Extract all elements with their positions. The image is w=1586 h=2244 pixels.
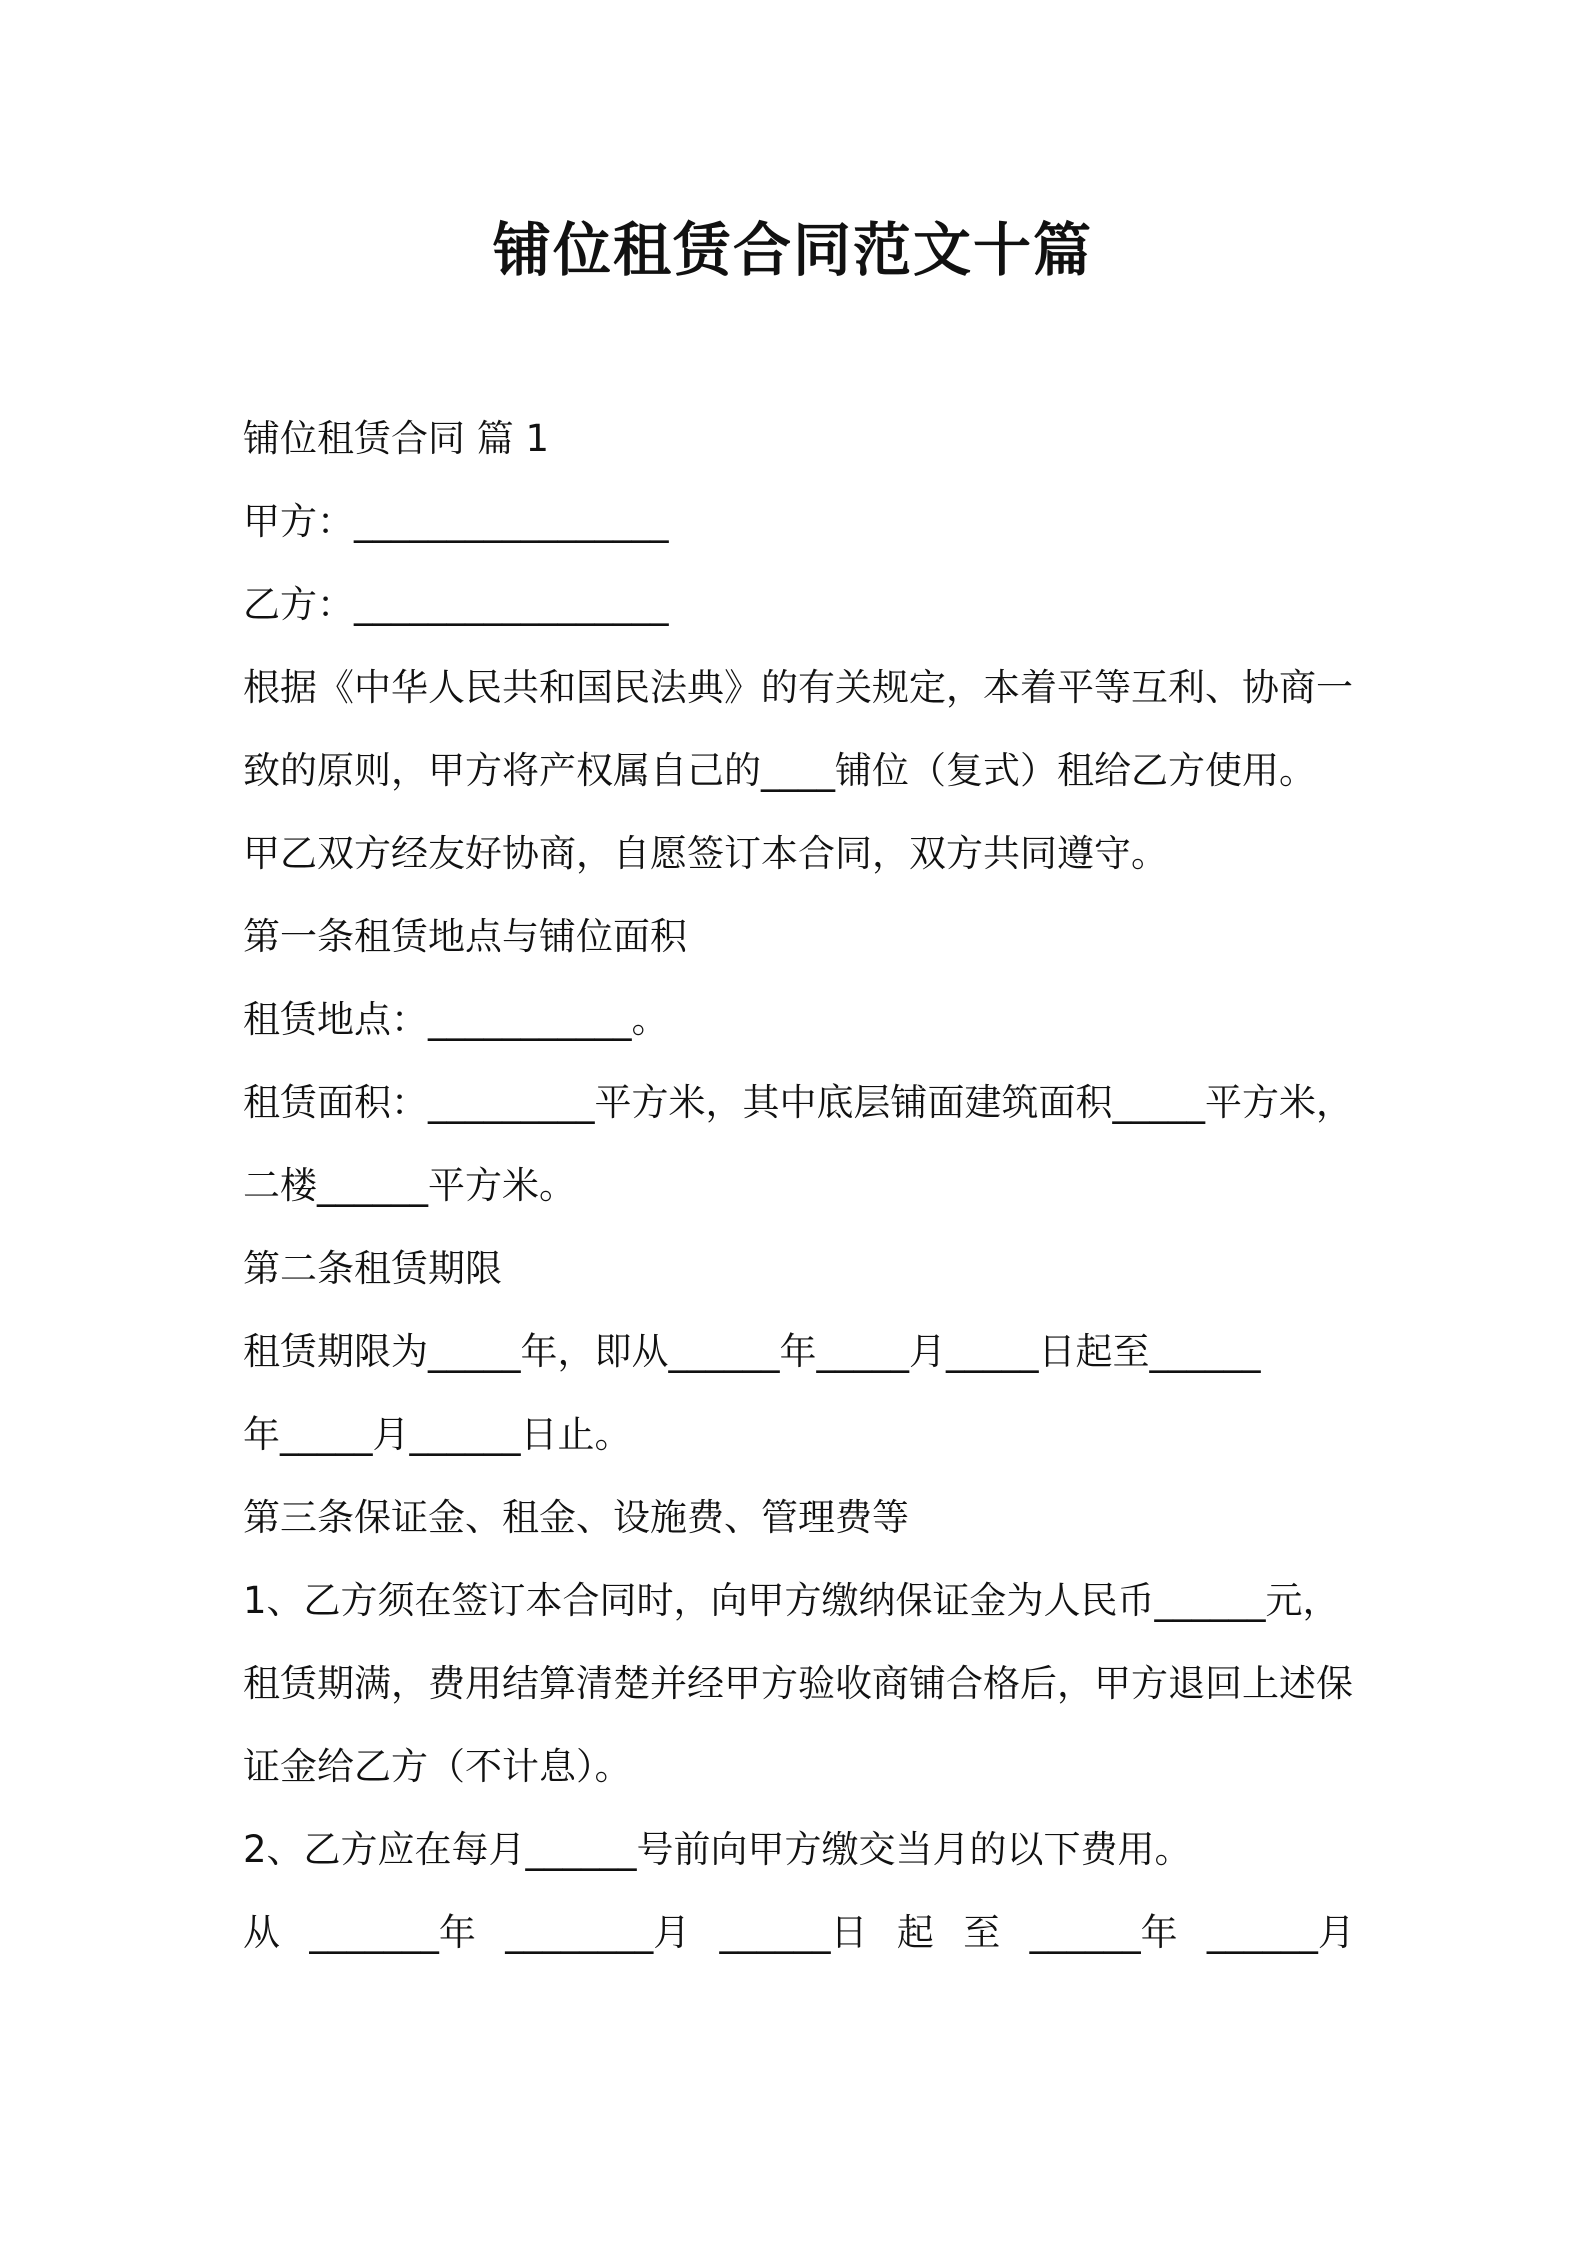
paragraph-line: 租赁地点：___________。 xyxy=(243,998,669,1041)
article-heading: 第二条租赁期限 xyxy=(243,1247,502,1290)
paragraph-line: 证金给乙方（不计息）。 xyxy=(243,1745,632,1788)
paragraph-line: 2、乙方应在每月______号前向甲方缴交当月的以下费用。 xyxy=(243,1828,1192,1871)
date-part: ______月 xyxy=(1206,1911,1355,1954)
paragraph-line: 1、乙方须在签订本合同时，向甲方缴纳保证金为人民币______元， xyxy=(243,1579,1340,1622)
date-part: 起 xyxy=(896,1911,934,1954)
party-a-line: 甲方：_________________ xyxy=(243,500,669,543)
paragraph-line: 二楼______平方米。 xyxy=(243,1164,576,1207)
paragraph-line: 年_____月______日止。 xyxy=(243,1413,632,1456)
paragraph-line: 根据《中华人民共和国民法典》的有关规定，本着平等互利、协商一 xyxy=(243,666,1353,709)
date-part: _______年 xyxy=(309,1911,476,1954)
date-part: ______日 xyxy=(719,1911,868,1954)
article-heading: 第三条保证金、租金、设施费、管理费等 xyxy=(243,1496,909,1539)
date-range-line xyxy=(243,1908,1355,1958)
paragraph-line: 致的原则，甲方将产权属自己的____铺位（复式）租给乙方使用。 xyxy=(243,749,1316,792)
date-part: 至 xyxy=(963,1911,1001,1954)
paragraph-line: 租赁期限为_____年，即从______年_____月_____日起至______ xyxy=(243,1330,1261,1373)
paragraph-line: 租赁面积：_________平方米，其中底层铺面建筑面积_____平方米， xyxy=(243,1081,1353,1124)
date-part: ______年 xyxy=(1029,1911,1178,1954)
party-b-line: 乙方：_________________ xyxy=(243,583,669,626)
date-part: 从 xyxy=(243,1911,280,1954)
section-heading: 铺位租赁合同 篇 1 xyxy=(243,417,550,460)
paragraph-line: 甲乙双方经友好协商，自愿签订本合同，双方共同遵守。 xyxy=(243,832,1168,875)
paragraph-line: 租赁期满，费用结算清楚并经甲方验收商铺合格后，甲方退回上述保 xyxy=(243,1662,1353,1705)
article-heading: 第一条租赁地点与铺位面积 xyxy=(243,915,687,958)
document-title: 铺位租赁合同范文十篇 xyxy=(492,216,1093,284)
date-part: ________月 xyxy=(505,1911,691,1954)
